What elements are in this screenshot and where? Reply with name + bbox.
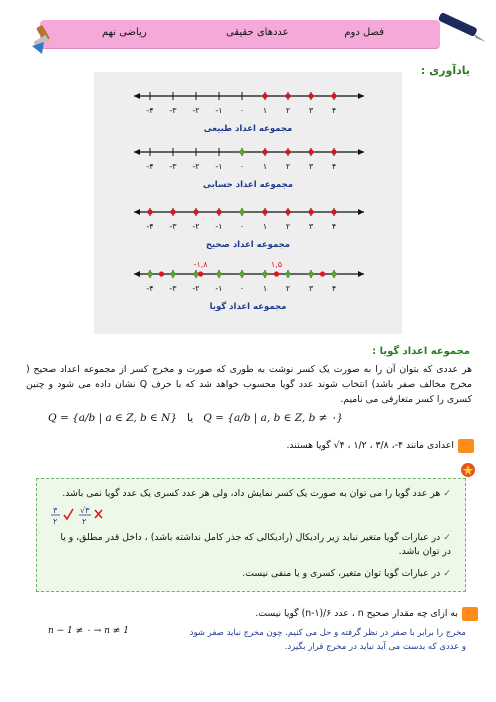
number-point [274, 271, 279, 276]
number-point [159, 271, 164, 276]
number-point [193, 209, 198, 214]
arrow-right-icon [358, 271, 364, 277]
number-point [239, 271, 244, 276]
arrow-right-icon [358, 149, 364, 155]
tick-label: -۲ [192, 106, 200, 115]
note-item: ✓ در عبارات گویا متغیر نباید زیر رادیکال (رادیکالی که جذر کامل نداشته باشد) ، داخل قدر مطلق، و یا در توان باشد. [60, 532, 451, 557]
tick-label: -۲ [192, 284, 200, 293]
subject-label: ریاضی نهم [102, 27, 147, 38]
number-point [262, 149, 267, 154]
number-point [331, 93, 336, 98]
tick-label: -۴ [146, 222, 154, 231]
tick-label: ۱ [262, 106, 268, 115]
svg-text:√۳: √۳ [80, 506, 90, 515]
number-point [262, 209, 267, 214]
mark-label: ۱,۵ [270, 260, 283, 269]
tick-label: -۳ [169, 222, 177, 231]
tick-label: ۴ [331, 222, 337, 231]
star-badge-icon [460, 462, 476, 478]
check-icon: ✓ [443, 532, 451, 543]
number-point [262, 271, 267, 276]
tick-label: ۳ [308, 222, 314, 231]
number-point [239, 209, 244, 214]
arrow-left-icon [134, 271, 140, 277]
header-banner [40, 20, 440, 48]
number-point [285, 149, 290, 154]
question-text: به ازای چه مقدار صحیح n ، عدد ۶/(n-۱) گویا نیست. [255, 608, 458, 619]
tick-label: -۴ [146, 106, 154, 115]
tick-label: -۴ [146, 162, 154, 171]
arrow-right-icon [358, 209, 364, 215]
tick-label: -۱ [215, 222, 223, 231]
number-lines [94, 72, 402, 334]
arrow-right-icon [358, 93, 364, 99]
arrow-left-icon [134, 149, 140, 155]
arrow-left-icon [134, 209, 140, 215]
notes-box [36, 478, 466, 592]
check-icon: ✓ [443, 568, 451, 579]
number-point [331, 149, 336, 154]
tick-label: -۳ [169, 284, 177, 293]
number-point [308, 271, 313, 276]
number-line-caption: مجموعه اعداد طبیعی [203, 124, 293, 134]
tick-label: ۰ [239, 106, 245, 115]
tick-label: -۲ [192, 162, 200, 171]
section-title: مجموعه اعداد گویا : [372, 346, 470, 357]
example-text: اعدادی مانند ۴-، ۳/۸ ، ۱/۲ ، ۴√ گویا هستند. [286, 440, 454, 451]
svg-text:۳: ۳ [53, 506, 58, 515]
number-point [193, 271, 198, 276]
note-item: ✓ هر عدد گویا را می توان به صورت یک کسر نمایش داد، ولی هر عدد کسری یک عدد گویا نمی باشد. [62, 488, 451, 499]
number-point [147, 209, 152, 214]
tick-label: ۲ [285, 162, 291, 171]
formula-right: Q = {a/b | a, b ∈ Z, b ≠ ۰} [203, 412, 344, 424]
number-point [216, 209, 221, 214]
number-point [239, 149, 244, 154]
tick-label: ۲ [285, 222, 291, 231]
check-icon: ✓ [443, 488, 451, 499]
tick-label: -۲ [192, 222, 200, 231]
number-point [262, 93, 267, 98]
number-point [170, 209, 175, 214]
tick-label: ۳ [308, 162, 314, 171]
question-tag-icon [462, 607, 478, 621]
set-builder-formulas [48, 412, 343, 424]
number-point [216, 271, 221, 276]
note-item: ✓ در عبارات گویا توان متغیر، کسری و یا منفی نیست. [242, 568, 451, 579]
formula-left: Q = {a/b | a ∈ Z, b ∈ N} [48, 412, 178, 424]
tick-label: -۳ [169, 106, 177, 115]
reminder-title: یادآوری : [420, 64, 470, 77]
condition-formula: n − 1 ≠ ۰ → n ≠ 1 [48, 626, 129, 636]
tick-label: -۴ [146, 284, 154, 293]
svg-text:۲: ۲ [53, 517, 58, 526]
topic-label: عددهای حقیقی [226, 27, 289, 38]
number-point [308, 93, 313, 98]
number-point [285, 209, 290, 214]
tick-label: ۳ [308, 106, 314, 115]
tick-label: ۱ [262, 284, 268, 293]
tick-label: ۲ [285, 284, 291, 293]
number-point [320, 271, 325, 276]
number-point [170, 271, 175, 276]
answer-line-1: مخرج را برابر با صفر در نظر گرفته و حل می کنیم. چون مخرج نباید صفر شود [189, 628, 466, 638]
number-point [308, 149, 313, 154]
fountain-pen-icon [430, 6, 490, 46]
tick-label: -۳ [169, 162, 177, 171]
tick-label: ۴ [331, 106, 337, 115]
tick-label: ۴ [331, 284, 337, 293]
tick-label: ۱ [262, 162, 268, 171]
tick-label: -۱ [215, 106, 223, 115]
paintbrush-icon [28, 22, 64, 58]
answer-line-2: و عددی که بدست می آید نباید در مخرج قرار بگیرد. [284, 642, 466, 652]
number-point [308, 209, 313, 214]
formula-connector: یا [187, 412, 194, 424]
tick-label: ۱ [262, 222, 268, 231]
svg-text:۲: ۲ [82, 517, 87, 526]
number-point [285, 271, 290, 276]
rational-definition: هر عددی که بتوان آن را به صورت یک کسر نوشت به طوری که صورت و مخرج کسر از مجموعه اعداد صحیح ( مخرج مخالف صفر باشد) انتخاب شوند عدد گویا محسوب خواهد شد که با حرف Q نشان داده می شود و چنین کسری را کسر متعارفی می نامیم. [26, 364, 472, 405]
number-line-caption: مجموعه اعداد حسابی [203, 180, 293, 190]
number-line-caption: مجموعه اعداد گویا [209, 302, 287, 312]
number-line-caption: مجموعه اعداد صحیح [205, 240, 291, 250]
tick-label: ۴ [331, 162, 337, 171]
tick-label: ۲ [285, 106, 291, 115]
number-point [198, 271, 203, 276]
number-point [285, 93, 290, 98]
chapter-label: فصل دوم [344, 27, 384, 38]
fraction-examples [51, 503, 111, 527]
number-point [147, 271, 152, 276]
mark-label: -۱,۸ [193, 260, 208, 269]
tick-label: ۳ [308, 284, 314, 293]
number-point [331, 271, 336, 276]
tick-label: ۰ [239, 162, 245, 171]
arrow-left-icon [134, 93, 140, 99]
tick-label: -۱ [215, 284, 223, 293]
number-lines-panel [94, 72, 402, 334]
tick-label: ۰ [239, 222, 245, 231]
example-tag-icon [458, 439, 474, 453]
number-point [331, 209, 336, 214]
tick-label: ۰ [239, 284, 245, 293]
tick-label: -۱ [215, 162, 223, 171]
